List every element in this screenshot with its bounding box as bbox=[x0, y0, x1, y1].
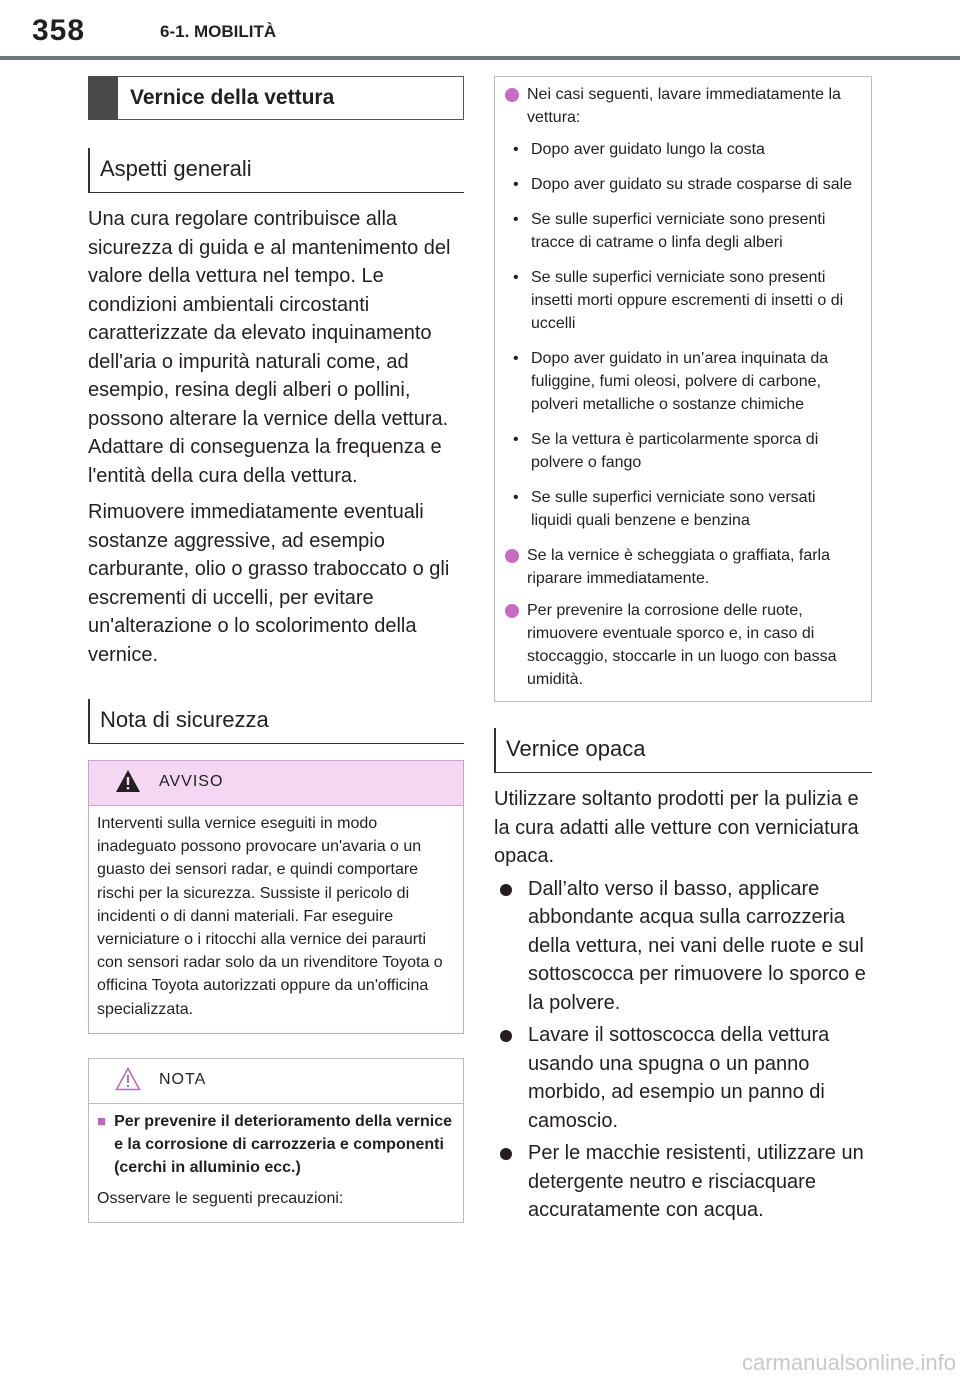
list-item: • Dopo aver guidato su strade cosparse di sale bbox=[513, 173, 859, 196]
bullet-dot-icon bbox=[500, 1030, 512, 1042]
note-bold-item bbox=[97, 1110, 455, 1179]
circle-bullet-icon bbox=[505, 549, 519, 563]
page-number: 358 bbox=[32, 14, 86, 47]
subheading-safety: Nota di sicurezza bbox=[88, 699, 464, 744]
note-title: NOTA bbox=[159, 1070, 207, 1088]
list-item: • Se sulle superfici verniciate sono presenti insetti morti oppure escrementi di insetti o di uccelli bbox=[513, 266, 859, 335]
section-title: Vernice della vettura bbox=[130, 86, 335, 109]
dot-item-intro bbox=[505, 83, 859, 129]
dot-item-text: Se la vernice è scheggiata o graffiata, farla riparare immediatamente. bbox=[527, 547, 830, 587]
dot-item-scratches bbox=[505, 544, 859, 590]
paragraph-matte-paint: Utilizzare soltanto prodotti per la pulizia e la cura adatti alle vetture con verniciatura opaca. bbox=[494, 788, 859, 867]
list-item-text: Dall’alto verso il basso, applicare abbondante acqua sulla carrozzeria della vettura, nei vani delle ruote e sul sottoscocca per rimuovere lo sporco e la polvere. bbox=[528, 877, 866, 1014]
list-item bbox=[494, 875, 872, 1018]
list-item-text: Dopo aver guidato su strade cosparse di sale bbox=[531, 176, 853, 193]
paragraph-general: Una cura regolare contribuisce alla sicurezza di guida e al mantenimento del valore della vettura nel tempo. Le condizioni ambientali circostanti caratterizzate da elevato inquinamento dell'aria o impurità naturali come, ad esempio, resina degli alberi o pollini, possono alterare la vernice della vettura. Adattare di conseguenza la frequenza e l'entità della cura della vettura. bbox=[88, 208, 451, 487]
note-bold-text: Per prevenire il deterioramento della vernice e la corrosione di carrozzeria e componenti (cerchi in alluminio ecc.) bbox=[114, 1112, 452, 1176]
subheading-general: Aspetti generali bbox=[88, 148, 464, 193]
matte-paint-steps bbox=[494, 875, 872, 1225]
square-bullet-icon: ■ bbox=[97, 1112, 107, 1130]
list-item-text: Dopo aver guidato lungo la costa bbox=[531, 141, 765, 158]
note-header bbox=[89, 1059, 463, 1104]
warning-title: AVVISO bbox=[159, 773, 224, 790]
list-item-text: Se sulle superfici verniciate sono presenti tracce di catrame o linfa degli alberi bbox=[531, 211, 826, 251]
warning-triangle-icon bbox=[115, 769, 141, 793]
list-item-text: Dopo aver guidato in un’area inquinata da fuliggine, fumi oleosi, polvere di carbone, polveri metalliche o sostanze chimiche bbox=[531, 350, 829, 413]
dot-item-text: Per prevenire la corrosione delle ruote, rimuovere eventuale sporco e, in caso di stoccaggio, stoccarle in un luogo con bassa umidità. bbox=[527, 602, 837, 688]
note-body bbox=[89, 1104, 463, 1222]
section-label: 6-1. MOBILITÀ bbox=[160, 22, 277, 41]
bullet-dot-icon bbox=[500, 1148, 512, 1160]
warning-text: Interventi sulla vernice eseguiti in modo inadeguato possono provocare un'avaria o un guasto dei sensori radar, e quindi comportare rischi per la sicurezza. Sussiste il pericolo di incidenti o di danni materiali. Far eseguire verniciature o i ritocchi alla vernice dei paraurti con sensori radar solo da un rivenditore Toyota o officina Toyota autorizzati oppure da un'officina specializzata. bbox=[97, 815, 443, 1018]
list-item-text: Per le macchie resistenti, utilizzare un detergente neutro e risciacquare accuratamente con acqua. bbox=[528, 1142, 864, 1221]
warning-box bbox=[88, 760, 464, 1034]
warning-header bbox=[89, 761, 463, 806]
header-rule bbox=[0, 56, 960, 60]
note-box bbox=[88, 1058, 464, 1223]
list-item-text: Se sulle superfici verniciate sono presenti insetti morti oppure escrementi di insetti o di uccelli bbox=[531, 269, 844, 332]
list-item: • Se la vettura è particolarmente sporca di polvere o fango bbox=[513, 428, 859, 474]
left-column bbox=[88, 76, 464, 1223]
wash-conditions-box bbox=[494, 76, 872, 702]
list-item bbox=[494, 1139, 872, 1225]
list-item: • Se sulle superfici verniciate sono presenti tracce di catrame o linfa degli alberi bbox=[513, 208, 859, 254]
circle-bullet-icon bbox=[505, 88, 519, 102]
list-item: • Se sulle superfici verniciate sono versati liquidi quali benzene e benzina bbox=[513, 486, 859, 532]
page-header bbox=[0, 0, 960, 60]
list-item-text: Lavare il sottoscocca della vettura usando una spugna o un panno morbido, ad esempio un panno di camoscio. bbox=[528, 1024, 830, 1132]
caution-triangle-icon bbox=[115, 1067, 141, 1091]
subheading-matte-paint: Vernice opaca bbox=[494, 728, 872, 773]
list-item bbox=[494, 1021, 872, 1135]
list-item: • Dopo aver guidato lungo la costa bbox=[513, 138, 859, 161]
title-block-marker bbox=[88, 76, 118, 120]
dot-item-text: Nei casi seguenti, lavare immediatamente la vettura: bbox=[527, 86, 841, 126]
list-item-text: Se la vettura è particolarmente sporca di polvere o fango bbox=[531, 431, 819, 471]
watermark: carmanualsonline.info bbox=[741, 1350, 956, 1375]
circle-bullet-icon bbox=[505, 604, 519, 618]
list-item-text: Se sulle superfici verniciate sono versati liquidi quali benzene e benzina bbox=[531, 489, 816, 529]
note-text: Osservare le seguenti precauzioni: bbox=[97, 1189, 344, 1207]
right-column bbox=[494, 76, 872, 1225]
paragraph-remove-substances: Rimuovere immediatamente eventuali sostanze aggressive, ad esempio carburante, olio o grasso traboccato o gli escrementi di uccelli, per evitare un'alterazione o lo scolorimento della vernice. bbox=[88, 501, 450, 666]
list-item: • Dopo aver guidato in un’area inquinata da fuliggine, fumi oleosi, polvere di carbone, polveri metalliche o sostanze chimiche bbox=[513, 347, 859, 416]
section-title-bar bbox=[88, 76, 464, 120]
bullet-dot-icon bbox=[500, 884, 512, 896]
dot-item-wheels bbox=[505, 599, 859, 691]
